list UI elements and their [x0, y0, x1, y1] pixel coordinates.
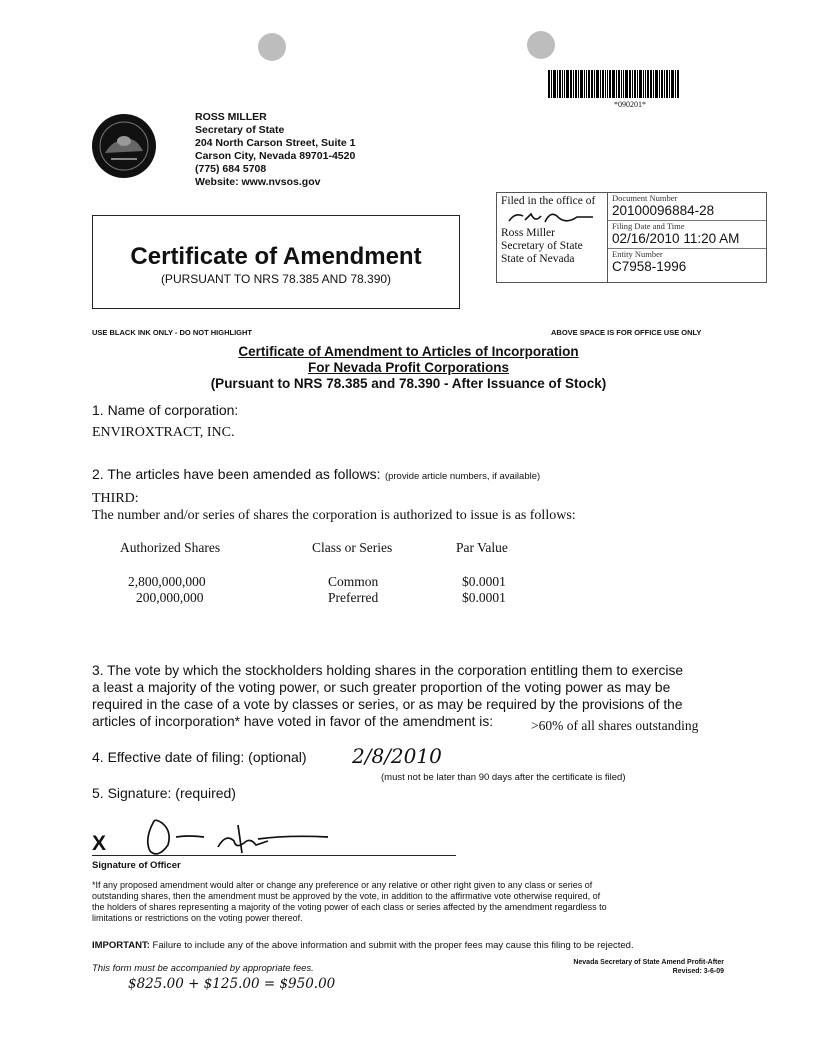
authorized-shares-cell: 200,000,000	[136, 590, 204, 605]
article-text: The number and/or series of shares the corporation is authorized to issue is as follows:	[92, 508, 576, 523]
form-name	[548, 958, 724, 976]
entity-number-cell	[608, 249, 766, 276]
par-value-cell: $0.0001	[462, 574, 506, 589]
form-heading	[92, 344, 725, 392]
header-par-value: Par Value	[456, 540, 508, 555]
class-cell: Common	[328, 574, 379, 589]
table-row	[92, 574, 592, 590]
filing-office-block	[497, 193, 608, 282]
item1-label: 1. Name of corporation:	[92, 402, 239, 418]
item3-line3: required in the case of a vote by classes or series, or as may be required by the provisions of the	[92, 697, 683, 712]
document-number-label: Document Number	[612, 193, 678, 203]
item3-line4: articles of incorporation* have voted in favor of the amendment is:	[92, 714, 494, 729]
item3-line1: 3. The vote by which the stockholders holding shares in the corporation entitling them to exercise	[92, 663, 684, 678]
entity-number-label: Entity Number	[612, 249, 663, 259]
agency-phone: (775) 684 5708	[195, 163, 267, 175]
table-row	[92, 590, 592, 606]
filing-details	[608, 193, 766, 282]
state-seal-icon	[91, 113, 157, 179]
barcode-number: *090201*	[614, 100, 646, 109]
ink-notice: USE BLACK INK ONLY - DO NOT HIGHLIGHT	[92, 328, 253, 337]
agency-city: Carson City, Nevada 89701-4520	[195, 150, 356, 162]
agency-website: Website: www.nvsos.gov	[195, 176, 321, 188]
hole-punch-left	[258, 33, 286, 61]
filing-datetime-cell	[608, 221, 766, 249]
footnote-line1: *If any proposed amendment would alter or change any preference or any relative or other right given to any class or series of	[92, 880, 593, 890]
vote-result: >60% of all shares outstanding	[531, 718, 699, 733]
item2-heading	[92, 466, 540, 484]
hole-punch-right	[527, 31, 555, 59]
important-text: Failure to include any of the above information and submit with the proper fees may cause this filing to be rejected.	[152, 940, 634, 951]
filing-stamp-box	[496, 192, 767, 283]
article-number: THIRD:	[92, 491, 139, 506]
filing-datetime-label: Filing Date and Time	[612, 221, 685, 231]
item2-label: 2. The articles have been amended as follows:	[92, 466, 381, 482]
agency-street: 204 North Carson Street, Suite 1	[195, 137, 356, 149]
shares-table-header	[92, 540, 592, 574]
official-title: Secretary of State	[501, 240, 583, 252]
signature-line	[92, 855, 456, 856]
item3-line2: a least a majority of the voting power, or such greater proportion of the voting power as may be	[92, 680, 671, 695]
header-class-or-series: Class or Series	[312, 540, 393, 555]
effective-date-handwritten: 2/8/2010	[352, 744, 442, 768]
signature-caption: Signature of Officer	[92, 860, 181, 871]
document-number-cell	[608, 193, 766, 221]
form-name-text: Nevada Secretary of State Amend Profit-After	[573, 959, 724, 966]
form-revised: Revised: 3-6-09	[672, 968, 724, 975]
form-heading-line3: (Pursuant to NRS 78.385 and 78.390 - After Issuance of Stock)	[210, 376, 607, 391]
item2-hint: (provide article numbers, if available)	[384, 471, 541, 482]
office-use-notice: ABOVE SPACE IS FOR OFFICE USE ONLY	[551, 328, 702, 337]
item5-label: 5. Signature: (required)	[92, 785, 236, 801]
entity-number: C7958-1996	[612, 259, 687, 274]
shares-table	[92, 540, 592, 606]
corporation-name: ENVIROXTRACT, INC.	[92, 425, 235, 440]
footnote-line4: limitations or restrictions on the voting power thereof.	[92, 913, 303, 923]
important-notice	[92, 940, 634, 951]
official-name: Ross Miller	[501, 227, 555, 239]
x-mark: X	[92, 832, 107, 855]
filing-datetime: 02/16/2010 11:20 AM	[612, 231, 740, 246]
secretary-signature	[501, 208, 603, 227]
form-heading-line2: For Nevada Profit Corporations	[307, 360, 510, 375]
document-number: 20100096884-28	[612, 203, 715, 218]
par-value-cell: $0.0001	[462, 590, 506, 605]
footnote	[92, 880, 728, 924]
official-state: State of Nevada	[501, 253, 575, 265]
officer-signature	[118, 815, 338, 859]
item4-label: 4. Effective date of filing: (optional)	[92, 749, 307, 765]
header-authorized-shares: Authorized Shares	[120, 540, 221, 555]
certificate-title: Certificate of Amendment	[130, 243, 422, 270]
agency-name: ROSS MILLER	[195, 111, 267, 123]
barcode	[548, 70, 724, 98]
effective-date-note: (must not be later than 90 days after the certificate is filed)	[381, 772, 626, 783]
form-heading-line1: Certificate of Amendment to Articles of Incorporation	[238, 344, 579, 359]
class-cell: Preferred	[328, 590, 379, 605]
certificate-title-box	[92, 215, 460, 309]
handwritten-fees: $825.00 + $125.00 = $950.00	[128, 976, 336, 992]
footnote-line3: the holders of shares representing a majority of the voting power of each class or series affected by the amendment regardless to	[92, 902, 607, 912]
agency-title: Secretary of State	[195, 124, 285, 136]
footnote-line2: outstanding shares, then the amendment must be approved by the vote, in addition to the affirmative vote otherwise required, of	[92, 891, 601, 901]
authorized-shares-cell: 2,800,000,000	[128, 574, 206, 589]
fees-note: This form must be accompanied by appropriate fees.	[92, 963, 314, 974]
filed-in-label: Filed in the office of	[501, 195, 596, 207]
important-label: IMPORTANT:	[92, 940, 150, 951]
certificate-subtitle: (PURSUANT TO NRS 78.385 AND 78.390)	[160, 272, 392, 286]
agency-address	[195, 111, 435, 189]
